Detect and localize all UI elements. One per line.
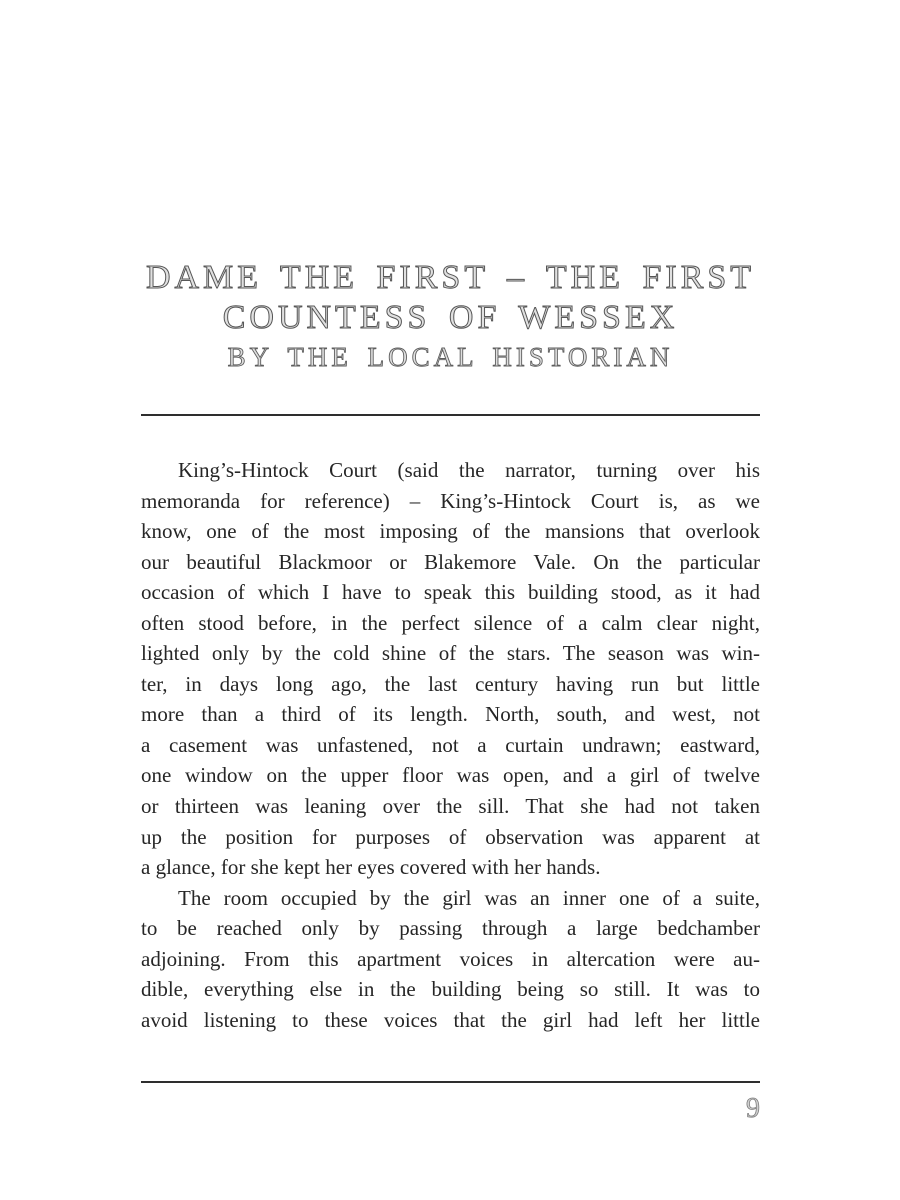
text-line: one window on the upper floor was open, and a girl of twelve — [141, 763, 760, 788]
text-line: or thirteen was leaning over the sill. That she had not taken — [141, 794, 760, 819]
text-line: avoid listening to these voices that the girl had left her little — [141, 1007, 760, 1032]
text-line: ter, in days long ago, the last century having run but little — [141, 671, 760, 696]
text-line: dible, everything else in the building being so still. It was to — [141, 977, 760, 1002]
text-line: often stood before, in the perfect silence of a calm clear night, — [141, 610, 760, 635]
text-line: The room occupied by the girl was an inner one of a suite, — [178, 885, 760, 910]
text-line: up the position for purposes of observation was apparent at — [141, 824, 760, 849]
text-line: know, one of the most imposing of the mansions that overlook — [141, 519, 760, 544]
text-line: memoranda for reference) – King’s-Hintock Court is, as we — [141, 488, 760, 513]
body-text-block — [141, 455, 760, 1035]
text-line: lighted only by the cold shine of the stars. The season was win- — [141, 641, 760, 666]
top-divider-rule — [141, 414, 760, 416]
text-line: a glance, for she kept her eyes covered with her hands. — [141, 855, 601, 880]
text-line: a casement was unfastened, not a curtain undrawn; eastward, — [141, 732, 760, 757]
chapter-title-line-1: DAME THE FIRST – THE FIRST — [145, 259, 756, 296]
bottom-divider-rule — [141, 1081, 760, 1083]
text-line: occasion of which I have to speak this building stood, as it had — [141, 580, 760, 605]
text-line: our beautiful Blackmoor or Blakemore Vale. On the particular — [141, 549, 760, 574]
page-number: 9 — [746, 1093, 760, 1124]
chapter-byline: BY THE LOCAL HISTORIAN — [227, 342, 674, 372]
text-line: more than a third of its length. North, south, and west, not — [141, 702, 760, 727]
text-line: to be reached only by passing through a large bedchamber — [141, 916, 760, 941]
chapter-title-line-2: COUNTESS OF WESSEX — [222, 299, 679, 336]
chapter-title-block — [141, 258, 760, 377]
text-line: adjoining. From this apartment voices in altercation were au- — [141, 946, 760, 971]
text-line: King’s-Hintock Court (said the narrator, turning over his — [178, 458, 760, 482]
